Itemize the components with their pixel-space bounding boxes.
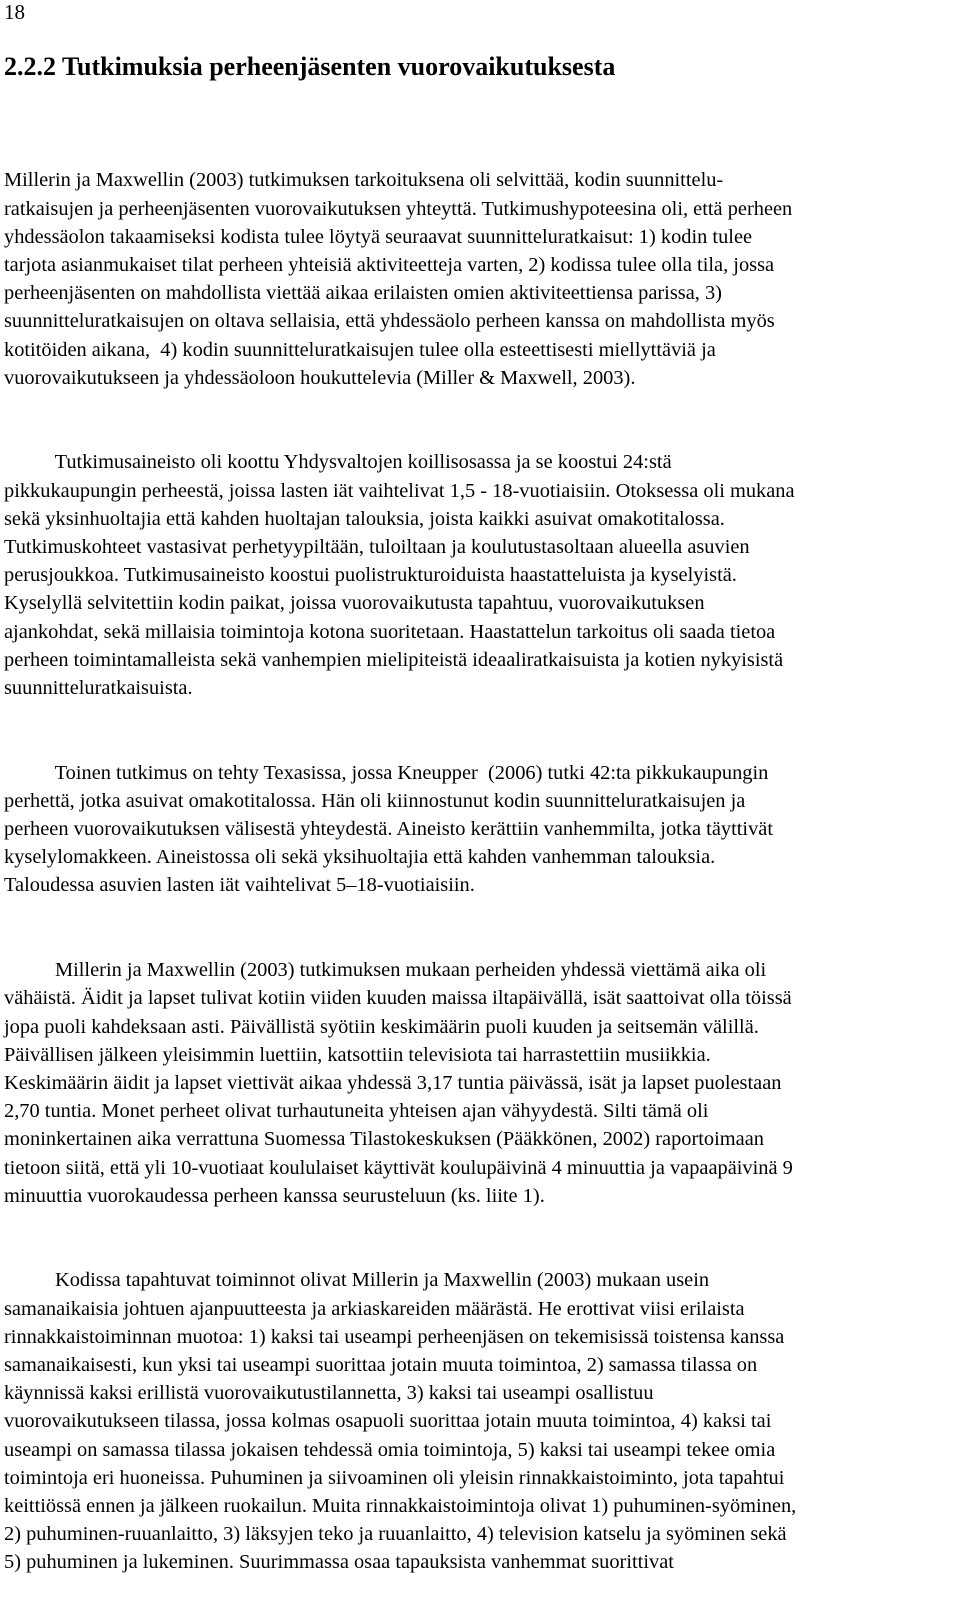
paragraph-material: Tutkimusaineisto oli koottu Yhdysvaltojen koillisosassa ja se koostui 24:stä pikkukaupungin perheestä, joissa lasten iät vaihtelivat 1,5 - 18-vuotiaisiin. Otoksessa oli mukana sekä yksinhuoltajia että kahden huoltajan talouksia, joista kaikki asuivat omakotitalossa. Tutkimuskohteet vastasivat perhetyypiltään, tuloiltaan ja koulutustasoltaan alueella asuvien perusjoukkoa. Tutkimusaineisto koostui puolistrukturoiduista haastatteluista ja kyselyistä. Kyselyllä selvitettiin kodin paikat, joissa vuorovaikutusta tapahtuu, vuorovaikutuksen ajankohdat, sekä millaisia toimintoja kotona suoritetaan. Haastattelun tarkoitus oli saada tietoa perheen toimintamalleista sekä vanhempien mielipiteistä ideaaliratkaisuista ja kotien nykyisistä suunnitteluratkaisuista.	[4, 451, 795, 700]
section-heading: 2.2.2 Tutkimuksia perheenjäsenten vuorovaikutuksesta	[4, 52, 616, 81]
paragraph-intro: Millerin ja Maxwellin (2003) tutkimuksen tarkoituksena oli selvittää, kodin suunnittelu- ratkaisujen ja perheenjäsenten vuorovaikutuksen yhteyttä. Tutkimushypoteesina oli, että perheen yhdessäolon takaamiseksi kodista tulee löytyä seuraavat suunnitteluratkaisut: 1) kodin tulee tarjota asianmukaiset tilat perheen yhteisiä aktiviteetteja varten, 2) kodissa tulee olla tila, jossa perheenjäsenten on mahdollista viettää aikaa erilaisten omien aktiviteettiensa parissa, 3) suunnitteluratkaisujen on oltava sellaisia, että yhdessäolo perheen kanssa on mahdollista myös kotitöiden aikana, 4) kodin suunnitteluratkaisujen tulee olla esteettisesti miellyttäviä ja vuorovaikutukseen ja yhdessäoloon houkuttelevia (Miller & Maxwell, 2003).	[4, 169, 793, 389]
paragraph-time-together: Millerin ja Maxwellin (2003) tutkimuksen mukaan perheiden yhdessä viettämä aika oli vähäistä. Äidit ja lapset tulivat kotiin viiden kuuden maissa iltapäivällä, isät saattoivat olla töissä jopa puoli kahdeksaan asti. Päivällistä syötiin keskimäärin puoli kuuden ja seitsemän välillä. Päivällisen jälkeen yleisimmin luettiin, katsottiin televisiota tai harrastettiin musiikkia. Keskimäärin äidit ja lapset viettivät aikaa yhdessä 3,17 tuntia päivässä, isät ja lapset puolestaan 2,70 tuntia. Monet perheet olivat turhautuneita yhteisen ajan vähyydestä. Silti tämä oli moninkertainen aika verrattuna Suomessa Tilastokeskuksen (Pääkkönen, 2002) raportoimaan tietoon siitä, että yli 10-vuotiaat koululaiset käyttivät koulupäivinä 4 minuuttia ja vapaapäivinä 9 minuuttia vuorokaudessa perheen kanssa seurusteluun (ks. liite 1).	[4, 959, 793, 1207]
paragraph-parallel-activities: Kodissa tapahtuvat toiminnot olivat Millerin ja Maxwellin (2003) mukaan usein samanaikaisia johtuen ajanpuutteesta ja arkiaskareiden määrästä. He erottivat viisi erilaista rinnakkaistoiminnan muotoa: 1) kaksi tai useampi perheenjäsen on tekemisissä toistensa kanssa samanaikaisesti, kun yksi tai useampi suorittaa jotain muuta toimintoa, 2) samassa tilassa on käynnissä kaksi erillistä vuorovaikutustilannetta, 3) kaksi tai useampi osallistuu vuorovaikutukseen tilassa, jossa kolmas osapuoli suorittaa jotain muuta toimintoa, 4) kaksi tai useampi on samassa tilassa jokaisen tehdessä omia toimintoja, 5) kaksi tai useampi tekee omia toimintoja eri huoneissa. Puhuminen ja siivoaminen oli yleisin rinnakkaistoiminto, jota tapahtui keittiössä ennen ja jälkeen ruokailun. Muita rinnakkaistoimintoja olivat 1) puhuminen-syöminen, 2) puhuminen-ruuanlaitto, 3) läksyjen teko ja ruuanlaitto, 4) television katselu ja syöminen sekä 5) puhuminen ja lukeminen. Suurimmassa osaa tapauksista vanhemmat suorittivat	[4, 1269, 797, 1574]
body-text	[4, 110, 956, 1605]
page-number: 18	[4, 0, 25, 24]
paragraph-second-study: Toinen tutkimus on tehty Texasissa, jossa Kneupper (2006) tutki 42:ta pikkukaupungin perhettä, jotka asuivat omakotitalossa. Hän oli kiinnostunut kodin suunnitteluratkaisujen ja perheen vuorovaikutuksen välisestä yhteydestä. Aineisto kerättiin vanhemmilta, jotka täyttivät kyselylomakkeen. Aineistossa oli sekä yksihuoltajia että kahden vanhemman talouksia. Taloudessa asuvien lasten iät vaihtelivat 5–18-vuotiaisiin.	[4, 761, 773, 897]
